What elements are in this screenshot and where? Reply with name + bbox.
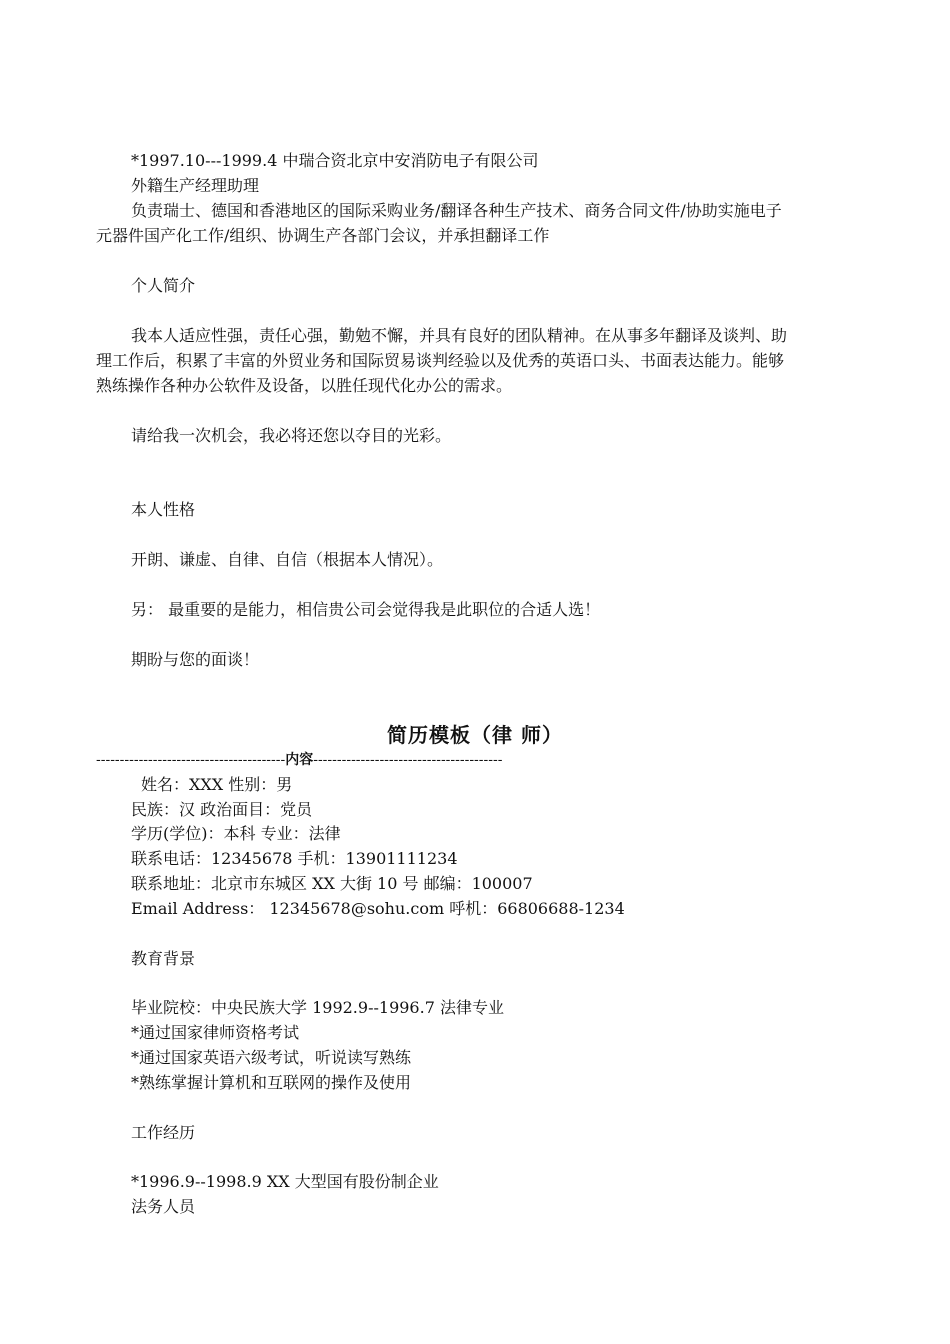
name-gender: 姓名：XXX 性别：男 bbox=[141, 775, 293, 794]
intro-line-3: 熟练操作各种办公软件及设备，以胜任现代化办公的需求。 bbox=[96, 376, 513, 395]
extra-note: 另： 最重要的是能力，相信贵公司会觉得我是此职位的合适人选！ bbox=[131, 600, 601, 619]
personality-text: 开朗、谦虚、自律、自信（根据本人情况）。 bbox=[131, 550, 444, 569]
personality-heading: 本人性格 bbox=[131, 500, 196, 519]
education-item-2: *通过国家英语六级考试，听说读写熟练 bbox=[131, 1048, 412, 1067]
phone-info: 联系电话：12345678 手机：13901111234 bbox=[131, 849, 458, 868]
divider-right: ---------------------------------------- bbox=[313, 752, 503, 768]
address-info: 联系地址：北京市东城区 XX 大街 10 号 邮编：100007 bbox=[131, 874, 533, 893]
school-info: 毕业院校：中央民族大学 1992.9--1996.7 法律专业 bbox=[131, 998, 504, 1017]
work-heading: 工作经历 bbox=[131, 1123, 196, 1142]
intro-line-2: 理工作后，积累了丰富的外贸业务和国际贸易谈判经验以及优秀的英语口头、书面表达能力。能够 bbox=[96, 351, 785, 370]
job-description-line-2: 元器件国产化工作/组织、协调生产各部门会议，并承担翻译工作 bbox=[96, 226, 550, 245]
education-heading: 教育背景 bbox=[131, 949, 196, 968]
content-divider bbox=[96, 749, 594, 771]
intro-line-1: 我本人适应性强，责任心强，勤勉不懈，并具有良好的团队精神。在从事多年翻译及谈判、助 bbox=[131, 326, 788, 345]
job-description-line-1: 负责瑞士、德国和香港地区的国际采购业务/翻译各种生产技术、商务合同文件/协助实施电子 bbox=[131, 201, 782, 220]
request-text: 请给我一次机会，我必将还您以夺目的光彩。 bbox=[131, 426, 452, 445]
email-pager: Email Address： 12345678@sohu.com 呼机：66806688-1234 bbox=[131, 899, 625, 918]
education-item-3: *熟练掌握计算机和互联网的操作及使用 bbox=[131, 1073, 412, 1092]
work-period: *1996.9--1998.9 XX 大型国有股份制企业 bbox=[131, 1172, 439, 1191]
education-major: 学历(学位)：本科 专业：法律 bbox=[131, 824, 341, 843]
job-period: *1997.10---1999.4 中瑞合资北京中安消防电子有限公司 bbox=[131, 151, 539, 170]
work-title: 法务人员 bbox=[131, 1197, 196, 1216]
ethnic-political: 民族：汉 政治面目：党员 bbox=[131, 800, 313, 819]
resume-title: 简历模板（律 师） bbox=[387, 723, 563, 747]
education-item-1: *通过国家律师资格考试 bbox=[131, 1023, 300, 1042]
intro-heading: 个人简介 bbox=[131, 276, 196, 295]
divider-left: ---------------------------------------- bbox=[96, 752, 286, 768]
job-title: 外籍生产经理助理 bbox=[131, 176, 260, 195]
closing-text: 期盼与您的面谈！ bbox=[131, 650, 260, 669]
divider-label: 内容 bbox=[285, 752, 314, 768]
